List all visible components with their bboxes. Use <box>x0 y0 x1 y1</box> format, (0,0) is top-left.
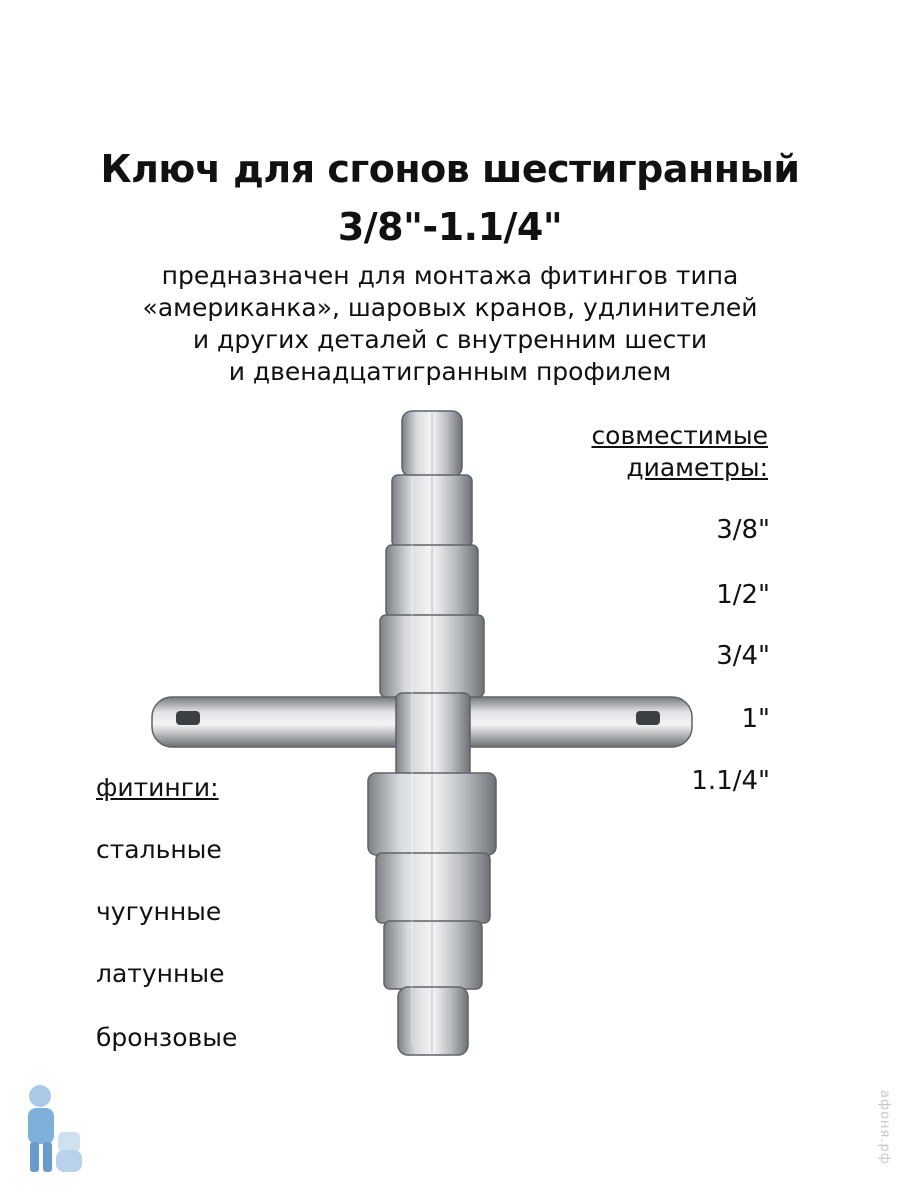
description-line: предназначен для монтажа фитингов типа <box>161 261 739 290</box>
diameter-size-label: 1" <box>741 704 770 734</box>
fitting-material-label: стальные <box>96 835 222 864</box>
diameter-size-label: 1/2" <box>716 580 770 610</box>
diameter-size-label: 1.1/4" <box>691 766 770 796</box>
product-description <box>40 260 860 388</box>
compatible-heading-line-1: совместимые <box>591 421 768 450</box>
handle-slot-left <box>176 711 200 725</box>
diameter-size-label: 3/4" <box>716 641 770 671</box>
diameter-size-label: 3/8" <box>716 515 770 545</box>
product-title <box>0 140 900 256</box>
fitting-material-label: чугунные <box>96 897 222 926</box>
compatible-heading-line-2: диаметры: <box>626 453 768 482</box>
description-line: и двенадцатигранным профилем <box>228 357 672 386</box>
fittings-heading: фитинги: <box>96 773 219 802</box>
title-line-2: 3/8"-1.1/4" <box>337 205 563 249</box>
plumber-mascot-logo <box>18 1082 84 1178</box>
hex-wrench-tool-image <box>140 405 720 1065</box>
fitting-material-label: бронзовые <box>96 1023 238 1052</box>
description-line: «американка», шаровых кранов, удлинителей <box>142 293 758 322</box>
site-watermark: афоня.рф <box>877 1090 892 1165</box>
fitting-material-label: латунные <box>96 959 225 988</box>
title-line-1: Ключ для сгонов шестигранный <box>100 147 800 191</box>
description-line: и других деталей с внутренним шести <box>192 325 708 354</box>
handle-slot-right <box>636 711 660 725</box>
